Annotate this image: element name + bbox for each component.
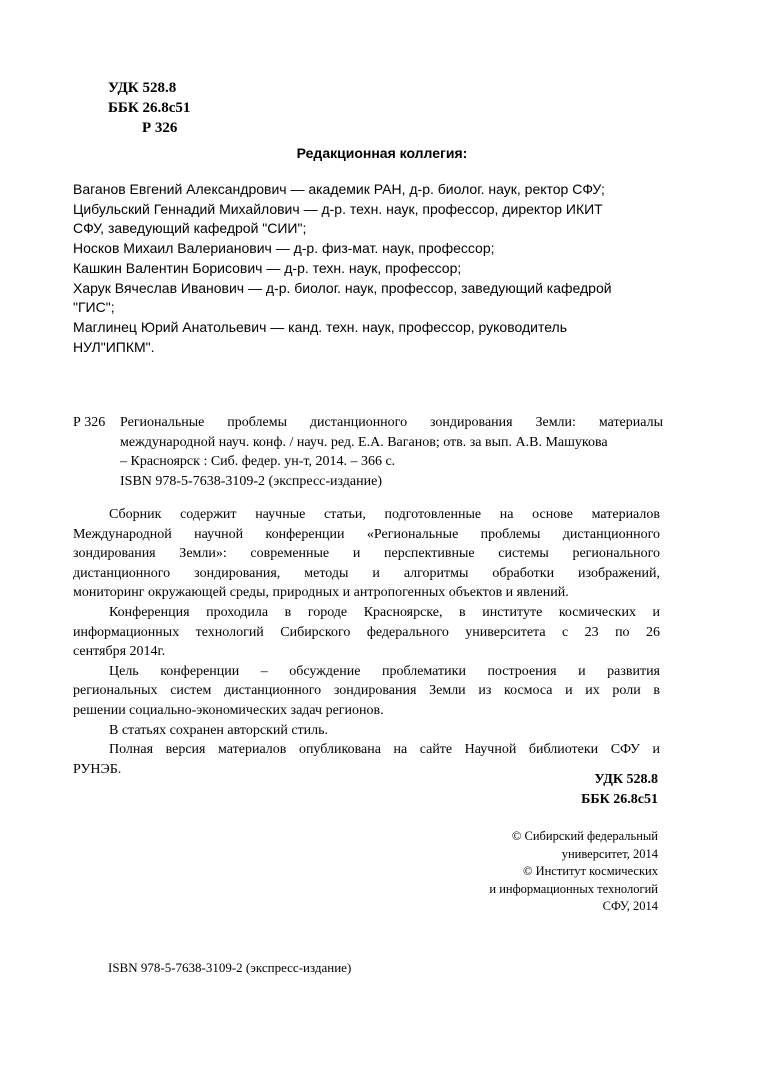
copyright-block <box>489 828 658 916</box>
annotation-line: В статьях сохранен авторский стиль. <box>109 722 329 738</box>
biblio-line: международной науч. конф. / науч. ред. Е.А. Ваганов; отв. за вып. А.В. Машукова <box>120 434 608 450</box>
biblio-title-line: Региональные проблемы дистанционного зондирования Земли: материалы <box>120 415 663 430</box>
editorial-board-title: Редакционная коллегия: <box>296 145 468 161</box>
copyright-line: © Сибирский федеральный <box>511 829 658 843</box>
copyright-line: СФУ, 2014 <box>602 899 658 913</box>
board-line: Носков Михаил Валерианович — д-р. физ-мат. наук, профессор; <box>73 240 495 257</box>
annotation-line: Международной научной конференции «Региональные проблемы дистанционного <box>73 526 660 542</box>
annotation-line: Цель конференции – обсуждение проблематики построения и развития <box>109 663 660 679</box>
copyright-line: © Институт космических <box>522 864 658 878</box>
editorial-board-list <box>73 180 648 357</box>
board-line: "ГИС"; <box>73 299 115 316</box>
annotation-line: информационных технологий Сибирского федерального университета с 23 по 26 <box>73 624 660 640</box>
annotation-line: зондирования Земли»: современные и перспективные системы регионального <box>73 546 660 562</box>
biblio-isbn: ISBN 978-5-7638-3109-2 (экспресс-издание) <box>120 474 382 490</box>
board-line: СФУ, заведующий кафедрой "СИИ"; <box>73 220 307 237</box>
annotation-line: РУНЭБ. <box>73 761 122 777</box>
udk-code: УДК 528.8 <box>108 80 177 96</box>
biblio-code: Р 326 <box>73 415 106 430</box>
udk-code: УДК 528.8 <box>594 772 658 787</box>
annotation-line: сентября 2014г. <box>73 644 166 660</box>
board-line: Цибульский Геннадий Михайлович — д-р. техн. наук, профессор, директор ИКИТ <box>73 200 603 217</box>
annotation-line: Сборник содержит научные статьи, подготовленные на основе материалов <box>109 507 660 522</box>
copyright-line: университет, 2014 <box>561 846 658 861</box>
biblio-line: – Красноярск : Сиб. федер. ун-т, 2014. – 366 с. <box>120 454 396 470</box>
bbk-code: ББК 26.8с51 <box>108 100 191 116</box>
annotation <box>73 505 660 779</box>
annotation-line: решении социально-экономических задач регионов. <box>73 702 384 718</box>
bbk-code: ББК 26.8с51 <box>581 792 658 807</box>
annotation-line: региональных систем дистанционного зондирования Земли из космоса и их роли в <box>73 683 660 699</box>
copyright-line: и информационных технологий <box>489 881 658 896</box>
classification-codes-right <box>581 770 658 810</box>
classification-codes <box>108 78 190 138</box>
author-mark: Р 326 <box>142 120 178 136</box>
isbn: ISBN 978-5-7638-3109-2 (экспресс-издание) <box>108 960 352 975</box>
board-line: Ваганов Евгений Александрович — академик РАН, д-р. биолог. наук, ректор СФУ; <box>73 181 605 197</box>
annotation-line: мониторинг окружающей среды, природных и антропогенных объектов и явлений. <box>73 585 569 601</box>
board-line: Маглинец Юрий Анатольевич — канд. техн. наук, профессор, руководитель <box>73 318 567 335</box>
board-line: Харук Вячеслав Иванович — д-р. биолог. наук, профессор, заведующий кафедрой <box>73 279 612 296</box>
board-line: Кашкин Валентин Борисович — д-р. техн. наук, профессор; <box>73 259 462 276</box>
annotation-line: Конференция проходила в городе Красноярске, в институте космических и <box>109 604 660 620</box>
annotation-line: Полная версия материалов опубликована на сайте Научной библиотеки СФУ и <box>109 742 660 758</box>
board-line: НУЛ"ИПКМ". <box>73 338 155 355</box>
annotation-line: дистанционного зондирования, методы и алгоритмы обработки изображений, <box>73 565 660 581</box>
bibliographic-record <box>73 413 663 492</box>
